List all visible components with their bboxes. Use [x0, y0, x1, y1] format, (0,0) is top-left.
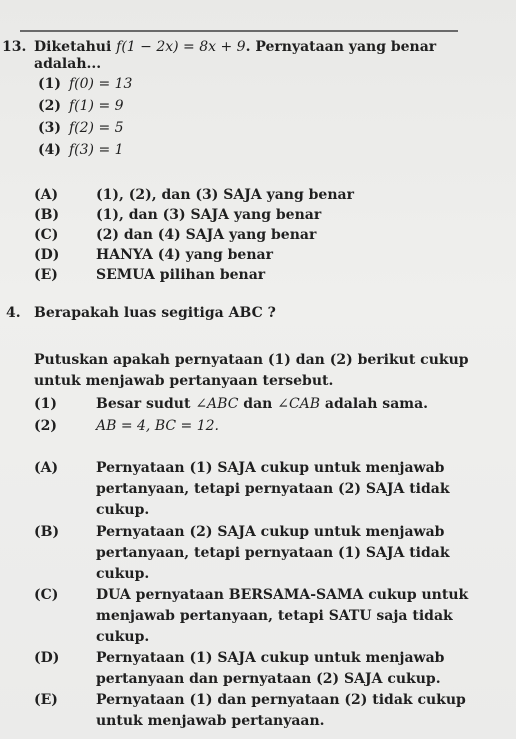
q13-option-a-label: (A) [34, 187, 59, 203]
q13-prompt-part2: . Pernyataan yang benar [245, 39, 437, 55]
q4-option-c-text [96, 585, 516, 648]
q4-instruction-line1: Putuskan apakah pernyataan (1) dan (2) berikut cukup [34, 352, 469, 368]
q4-option-c-line1: DUA pernyataan BERSAMA-SAMA cukup untuk [96, 587, 469, 603]
q13-option-e-text: SEMUA pilihan benar [96, 267, 266, 283]
q13-statement-1-expr: f(0) = 13 [69, 76, 133, 92]
q4-option-a-line1: Pernyataan (1) SAJA cukup untuk menjawab [96, 460, 445, 476]
q4-statement-1-text [96, 396, 428, 412]
q4-statement-2-math: AB = 4, BC = 12. [96, 418, 219, 434]
q13-option-a-text: (1), (2), dan (3) SAJA yang benar [96, 187, 354, 203]
q4-statement-1-text-a: Besar sudut [96, 396, 196, 412]
q4-option-c-line2: menjawab pertanyaan, tetapi SATU saja tidak [96, 608, 453, 624]
q13-statement-2-label: (2) [38, 98, 61, 114]
q13-option-c-text: (2) dan (4) SAJA yang benar [96, 227, 317, 243]
q4-option-b-label: (B) [34, 524, 60, 540]
q13-option-e-label: (E) [34, 267, 58, 283]
q13-option-d-label: (D) [34, 247, 60, 263]
q13-option-b-label: (B) [34, 207, 60, 223]
q4-option-b-line3: cukup. [96, 566, 150, 582]
q13-prompt-line1 [34, 39, 436, 55]
q4-option-d-line2: pertanyaan dan pernyataan (2) SAJA cukup. [96, 671, 441, 687]
q13-option-b-text: (1), dan (3) SAJA yang benar [96, 207, 322, 223]
q13-statement-2-expr: f(1) = 9 [69, 98, 124, 114]
q4-option-a-line3: cukup. [96, 502, 150, 518]
q4-option-a-text [96, 458, 516, 521]
q4-instruction-line2: untuk menjawab pertanyaan tersebut. [34, 373, 334, 389]
q4-option-a-line2: pertanyaan, tetapi pernyataan (2) SAJA tidak [96, 481, 450, 497]
q4-statement-2-label: (2) [34, 418, 57, 434]
q4-option-d-line1: Pernyataan (1) SAJA cukup untuk menjawab [96, 650, 445, 666]
q13-number: 13. [2, 39, 27, 55]
q13-statement-1-label: (1) [38, 76, 61, 92]
q4-option-d-text [96, 648, 516, 690]
q13-option-d-text: HANYA (4) yang benar [96, 247, 273, 263]
q13-option-c-label: (C) [34, 227, 59, 243]
q4-angle-cab: ∠CAB [277, 396, 321, 412]
q4-option-e-line2: untuk menjawab pertanyaan. [96, 713, 325, 729]
q4-statement-1-text-b: dan [238, 396, 278, 412]
q4-option-b-text [96, 522, 516, 585]
q4-option-b-line2: pertanyaan, tetapi pernyataan (1) SAJA tidak [96, 545, 450, 561]
top-divider [20, 30, 458, 32]
q4-option-a-label: (A) [34, 460, 59, 476]
q13-prompt-line2: adalah... [34, 56, 102, 72]
q13-statement-3-expr: f(2) = 5 [69, 120, 124, 136]
q4-statement-1-text-c: adalah sama. [320, 396, 429, 412]
q4-option-b-line1: Pernyataan (2) SAJA cukup untuk menjawab [96, 524, 445, 540]
q4-number: 4. [6, 305, 21, 321]
q4-option-e-label: (E) [34, 692, 58, 708]
q13-statement-4-label: (4) [38, 142, 61, 158]
q4-angle-abc: ∠ABC [195, 396, 239, 412]
q4-option-d-label: (D) [34, 650, 60, 666]
q4-option-c-line3: cukup. [96, 629, 150, 645]
q13-statement-3-label: (3) [38, 120, 61, 136]
q13-prompt-part1: Diketahui [34, 39, 112, 55]
q4-statement-1-label: (1) [34, 396, 57, 412]
q4-option-c-label: (C) [34, 587, 59, 603]
q13-function-expr: f(1 − 2x) = 8x + 9 [116, 39, 246, 55]
q13-statement-4-expr: f(3) = 1 [69, 142, 124, 158]
q4-option-e-text [96, 690, 516, 732]
q4-option-e-line1: Pernyataan (1) dan pernyataan (2) tidak cukup [96, 692, 466, 708]
q4-question: Berapakah luas segitiga ABC ? [34, 305, 276, 321]
